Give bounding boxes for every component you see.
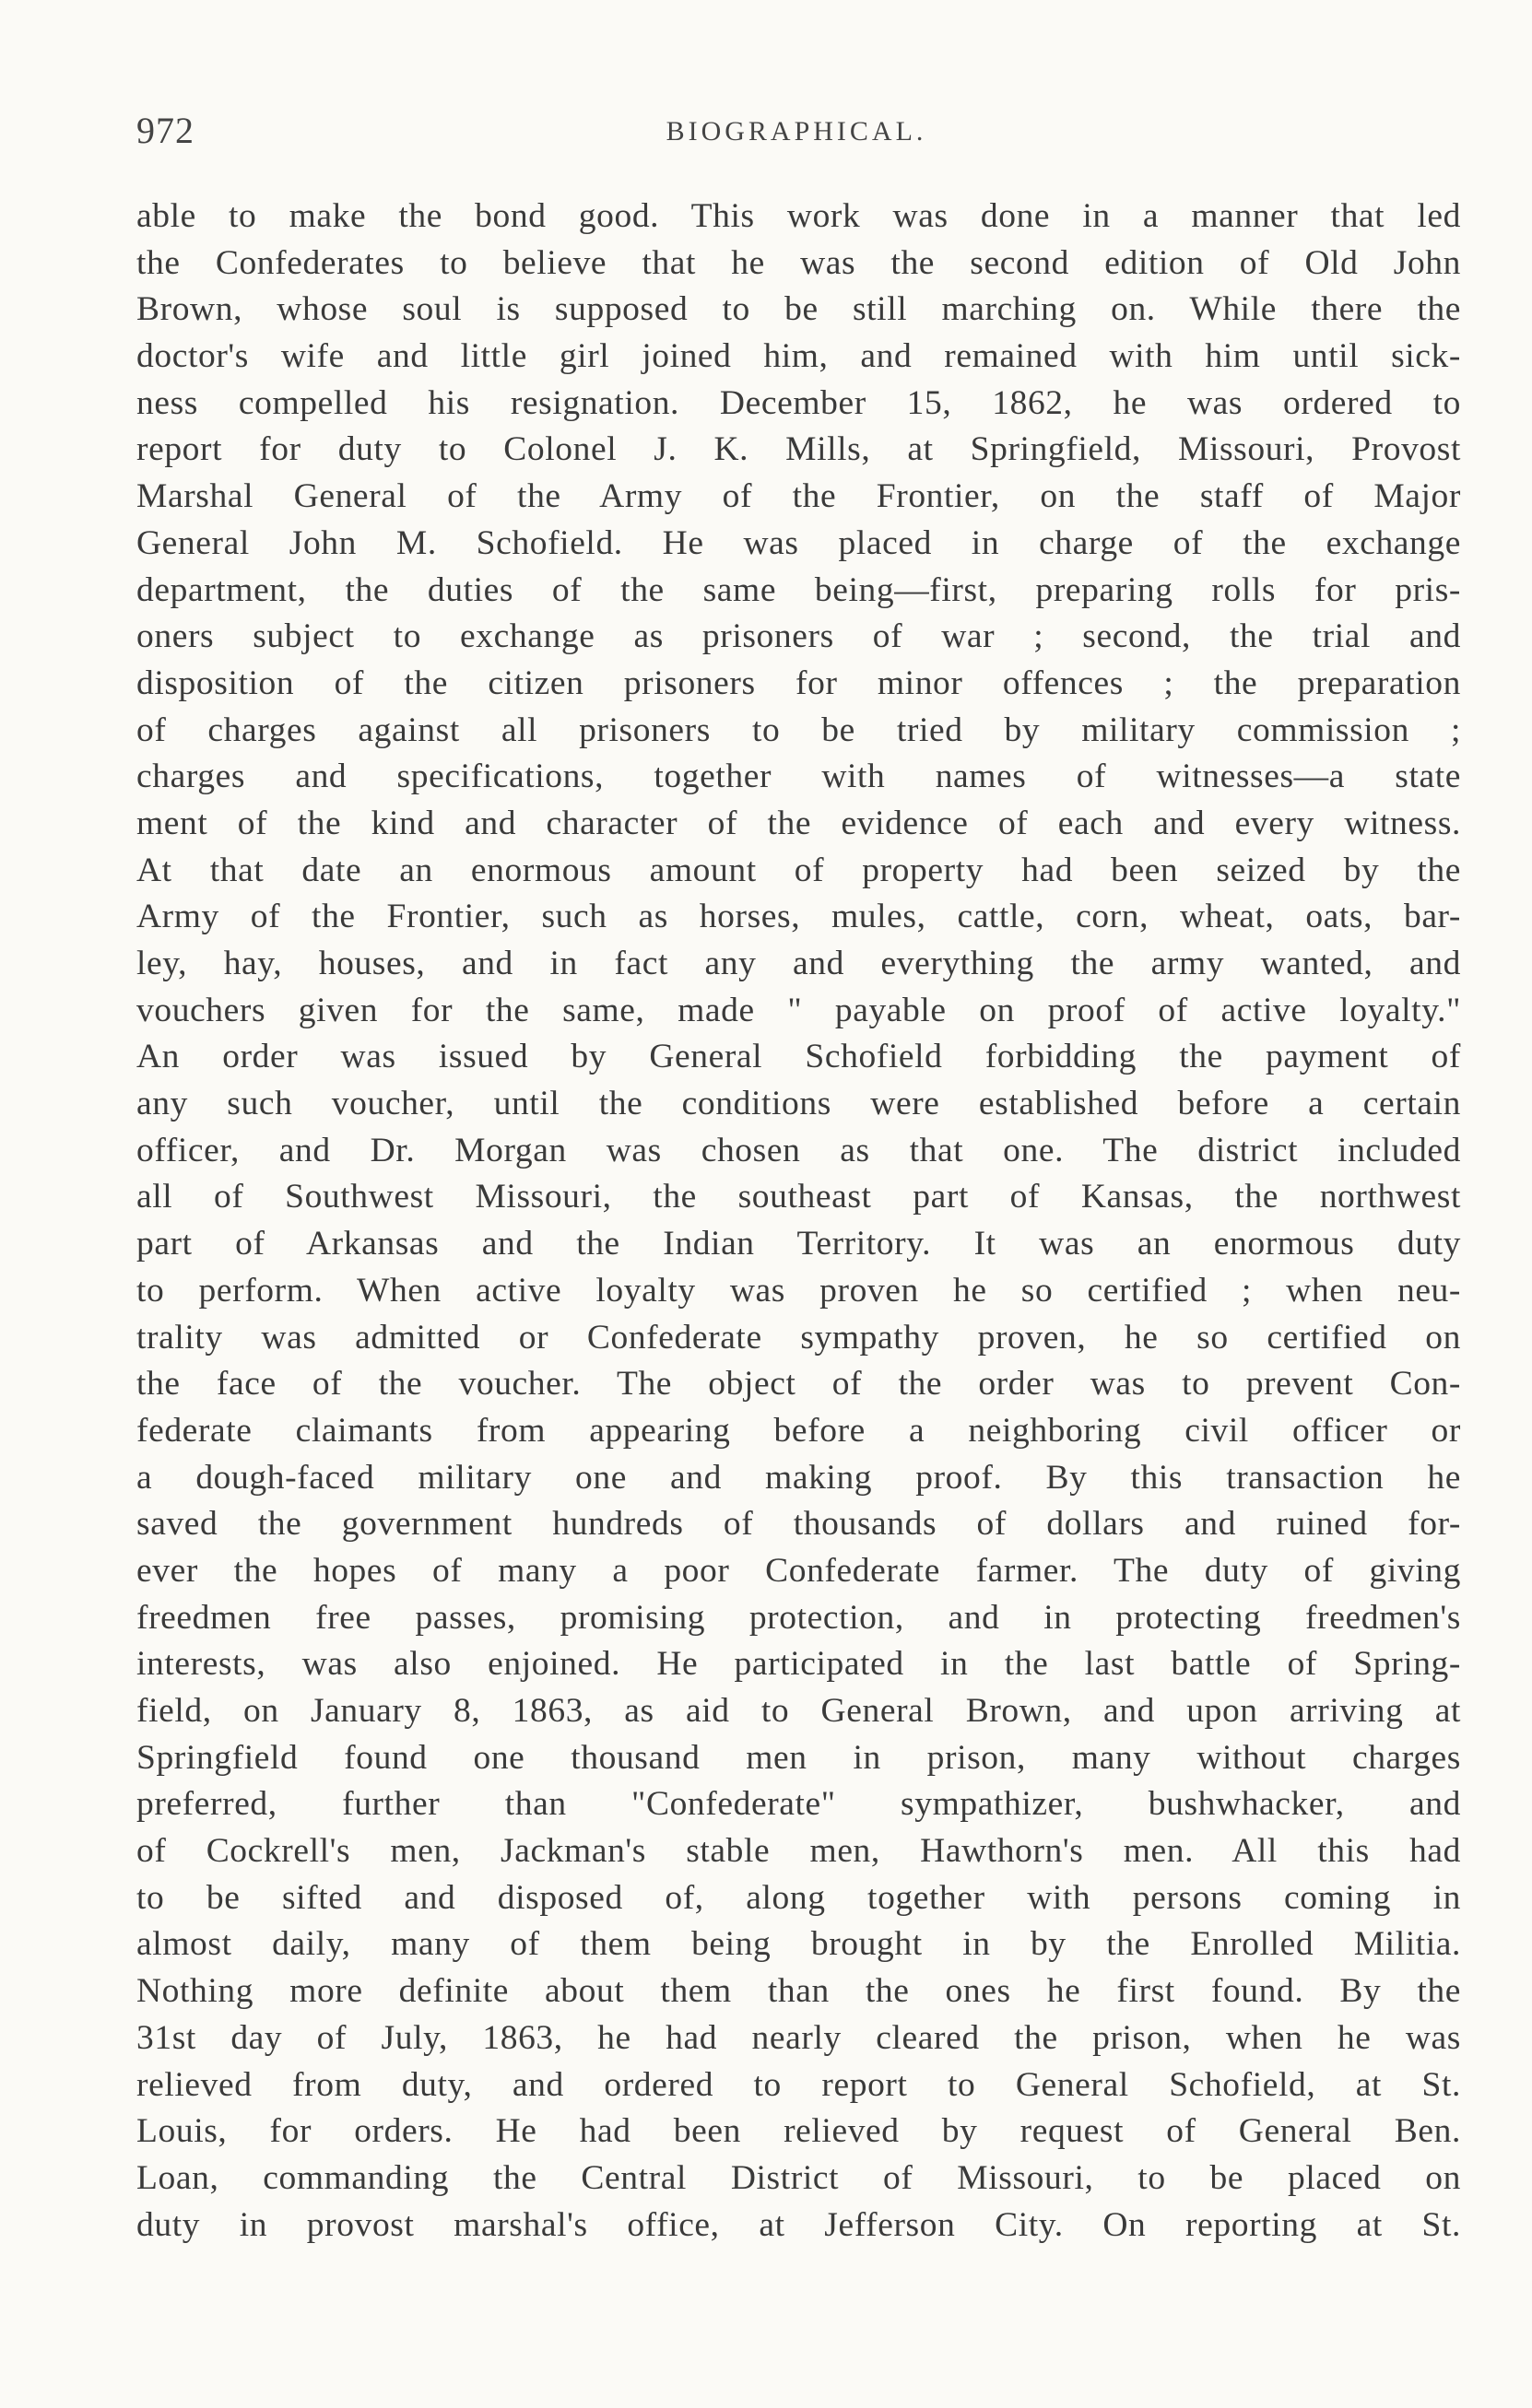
text-line: officer, and Dr. Morgan was chosen as that one. The district included bbox=[136, 1131, 1461, 1169]
text-line: ever the hopes of many a poor Confederate farmer. The duty of giving bbox=[136, 1551, 1461, 1590]
text-line: preferred, further than "Confederate" sympathizer, bushwhacker, and bbox=[136, 1785, 1461, 1824]
text-line: field, on January 8, 1863, as aid to General Brown, and upon arriving at bbox=[136, 1692, 1461, 1730]
text-line: charges and specifications, together with names of witnesses—a state bbox=[136, 758, 1461, 796]
text-line: ley, hay, houses, and in fact any and everything the army wanted, and bbox=[136, 945, 1461, 982]
text-line: Loan, commanding the Central District of Missouri, to be placed on bbox=[136, 2158, 1461, 2197]
text-line: of Cockrell's men, Jackman's stable men, Hawthorn's men. All this had bbox=[136, 1832, 1461, 1871]
text-line: Nothing more definite about them than the ones he first found. By the bbox=[136, 1972, 1461, 2011]
text-line: able to make the bond good. This work was done in a manner that led bbox=[136, 197, 1461, 235]
text-line: An order was issued by General Schofield forbidding the payment of bbox=[136, 1038, 1461, 1076]
text-line: federate claimants from appearing before a neighboring civil officer or bbox=[136, 1411, 1461, 1450]
text-line: At that date an enormous amount of property had been seized by the bbox=[136, 851, 1461, 889]
page-header bbox=[136, 109, 1456, 164]
text-line: oners subject to exchange as prisoners of war ; second, the trial and bbox=[136, 617, 1461, 656]
text-line: Louis, for orders. He had been relieved by request of General Ben. bbox=[136, 2112, 1461, 2151]
text-line: any such voucher, until the conditions were established before a certain bbox=[136, 1085, 1461, 1123]
text-line: almost daily, many of them being brought in by the Enrolled Militia. bbox=[136, 1925, 1461, 1964]
text-line: a dough-faced military one and making proof. By this transaction he bbox=[136, 1458, 1461, 1497]
text-line: vouchers given for the same, made " payable on proof of active loyalty." bbox=[136, 991, 1461, 1029]
text-line: ness compelled his resignation. December 15, 1862, he was ordered to bbox=[136, 383, 1461, 422]
text-line: Army of the Frontier, such as horses, mules, cattle, corn, wheat, oats, bar- bbox=[136, 898, 1461, 936]
page-number: 972 bbox=[136, 110, 194, 151]
text-line: to perform. When active loyalty was proven he so certified ; when neu- bbox=[136, 1271, 1461, 1310]
text-line: freedmen free passes, promising protection, and in protecting freedmen's bbox=[136, 1598, 1461, 1637]
text-line: the face of the voucher. The object of the order was to prevent Con- bbox=[136, 1365, 1461, 1404]
text-line: ment of the kind and character of the evidence of each and every witness. bbox=[136, 804, 1461, 842]
running-head: BIOGRAPHICAL. bbox=[666, 116, 927, 147]
text-line: of charges against all prisoners to be tried by military commission ; bbox=[136, 711, 1461, 749]
text-line: General John M. Schofield. He was placed in charge of the exchange bbox=[136, 523, 1461, 562]
text-line: department, the duties of the same being—first, preparing rolls for pris- bbox=[136, 570, 1461, 609]
text-line: Springfield found one thousand men in prison, many without charges bbox=[136, 1738, 1461, 1777]
text-line: the Confederates to believe that he was the second edition of Old John bbox=[136, 243, 1461, 282]
text-line: all of Southwest Missouri, the southeast part of Kansas, the northwest bbox=[136, 1178, 1461, 1216]
body-text bbox=[136, 194, 1461, 2249]
text-line: saved the government hundreds of thousands of dollars and ruined for- bbox=[136, 1505, 1461, 1544]
text-line: part of Arkansas and the Indian Territory. It was an enormous duty bbox=[136, 1225, 1461, 1263]
text-line: Brown, whose soul is supposed to be still marching on. While there the bbox=[136, 290, 1461, 329]
text-line: interests, was also enjoined. He participated in the last battle of Spring- bbox=[136, 1645, 1461, 1684]
text-line: duty in provost marshal's office, at Jefferson City. On reporting at St. bbox=[136, 2205, 1461, 2244]
text-line: 31st day of July, 1863, he had nearly cleared the prison, when he was bbox=[136, 2018, 1461, 2057]
text-line: doctor's wife and little girl joined him, and remained with him until sick- bbox=[136, 337, 1461, 376]
text-line: to be sifted and disposed of, along together with persons coming in bbox=[136, 1878, 1461, 1917]
text-line: relieved from duty, and ordered to report to General Schofield, at St. bbox=[136, 2065, 1461, 2104]
text-line: Marshal General of the Army of the Frontier, on the staff of Major bbox=[136, 477, 1461, 516]
text-line: report for duty to Colonel J. K. Mills, at Springfield, Missouri, Provost bbox=[136, 430, 1461, 469]
text-line: trality was admitted or Confederate sympathy proven, he so certified on bbox=[136, 1318, 1461, 1357]
text-line: disposition of the citizen prisoners for minor offences ; the preparation bbox=[136, 664, 1461, 702]
